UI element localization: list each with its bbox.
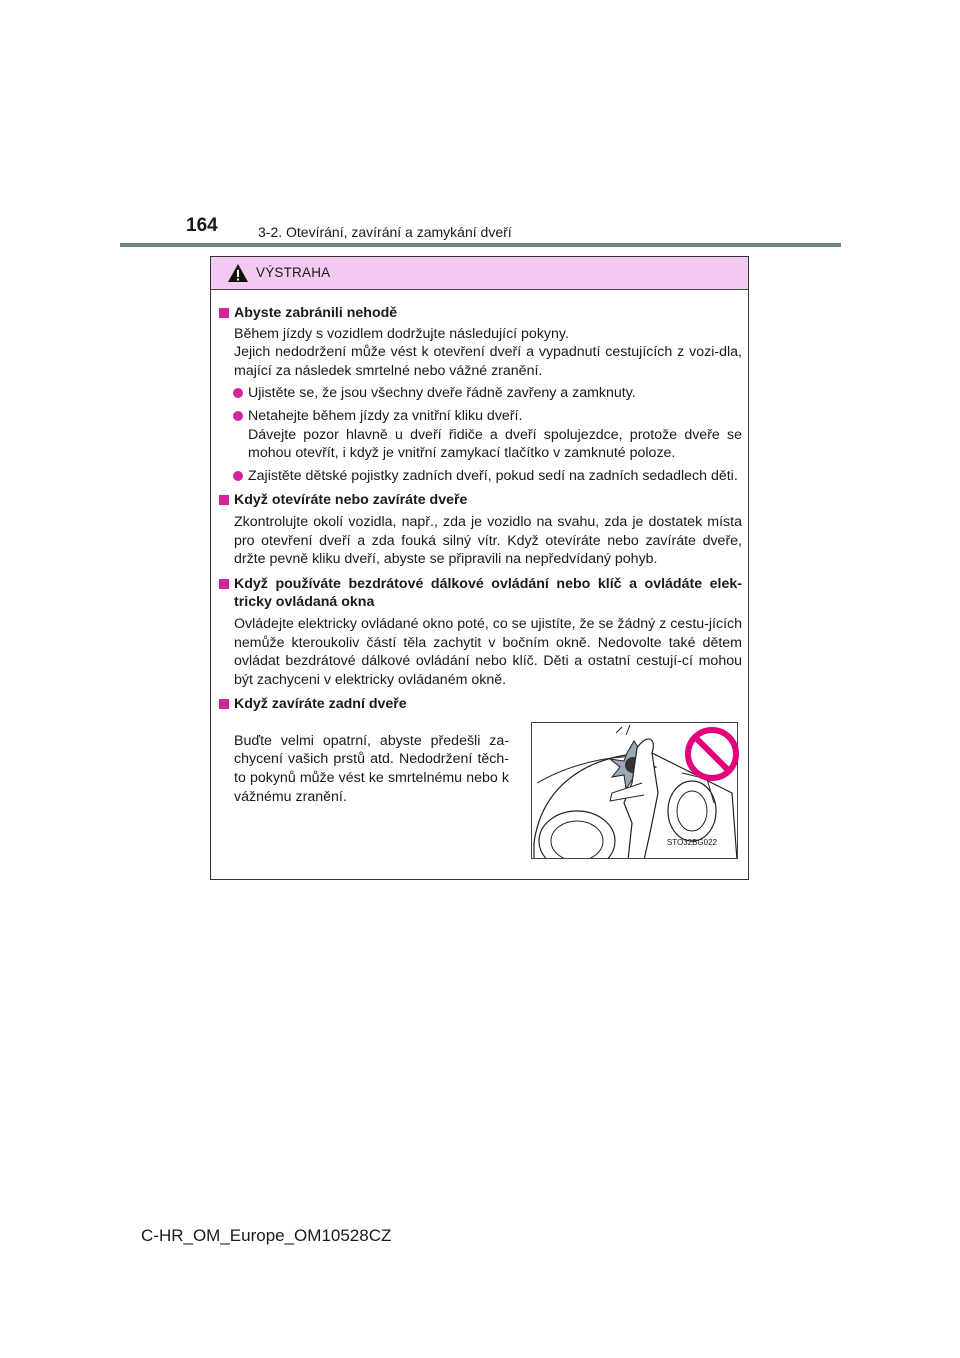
section-title: 3-2. Otevírání, zavírání a zamykání dveří <box>258 224 512 240</box>
bullet-item <box>218 407 742 463</box>
heading-text: Abyste zabránili nehodě <box>234 305 398 321</box>
paragraph: Během jízdy s vozidlem dodržujte následující pokyny. <box>234 325 569 342</box>
square-bullet-icon <box>219 308 229 318</box>
square-bullet-icon <box>219 495 229 505</box>
paragraph: Zkontrolujte okolí vozidla, např., zda je vozidlo na svahu, zda je dostatek místa pro otevření dveří a zda fouká silný vítr. Když otevíráte nebo zavíráte dveře, držte pevně kliku dveří, abyste se připravili na nepředvídaný pohyb. <box>234 513 742 568</box>
warning-title: VÝSTRAHA <box>256 265 331 280</box>
warning-header <box>211 257 748 290</box>
bullet-text: Ujistěte se, že jsou všechny dveře řádně zavřeny a zamknuty. <box>248 385 636 402</box>
round-bullet-icon <box>233 388 243 398</box>
round-bullet-icon <box>233 411 243 421</box>
round-bullet-icon <box>233 471 243 481</box>
bullet-text: Zajistěte dětské pojistky zadních dveří, pokud sedí na zadních sedadlech děti. <box>248 467 738 484</box>
square-bullet-icon <box>219 699 229 709</box>
footer-doc-id: C-HR_OM_Europe_OM10528CZ <box>141 1226 392 1245</box>
heading-text: Když používáte bezdrátové dálkové ovládání nebo klíč a ovládáte elek-tricky ovládaná okna <box>234 575 742 611</box>
warning-content <box>211 290 748 848</box>
heading-closing-rear-door <box>218 695 742 714</box>
warning-triangle-icon <box>227 263 249 283</box>
prohibited-icon <box>682 724 742 784</box>
heading-text: Když zavíráte zadní dveře <box>234 696 407 713</box>
header-rule <box>120 243 841 247</box>
bullet-item <box>218 467 742 486</box>
bullet-item <box>218 384 742 403</box>
heading-text: Když otevíráte nebo zavíráte dveře <box>234 492 468 509</box>
page-number: 164 <box>186 215 218 236</box>
square-bullet-icon <box>219 579 229 589</box>
heading-opening-closing-doors <box>218 491 742 510</box>
bullet-text: Netahejte během jízdy za vnitřní kliku dveří. <box>248 407 523 424</box>
bullet-text: Dávejte pozor hlavně u dveří řidiče a dveří spolujezdce, protože dveře se mohou otevřít, i když je vnitřní zamykací tlačítko v zamknuté poloze. <box>248 426 742 462</box>
warning-box <box>210 256 749 880</box>
heading-prevent-accident <box>218 304 742 323</box>
paragraph: Buďte velmi opatrní, abyste předešli za-chycení vašich prstů atd. Nedodržení těch-to pokynů může vést ke smrtelnému nebo k vážnému zranění. <box>234 732 509 805</box>
paragraph: Jejich nedodržení může vést k otevření dveří a vypadnutí cestujících z vozi-dla, mající za následek smrtelné nebo vážné zranění. <box>234 344 742 379</box>
heading-remote-windows <box>218 575 742 612</box>
figure-code: STO32BG022 <box>666 838 717 848</box>
paragraph: Ovládejte elektricky ovládané okno poté, co se ujistíte, že se žádný z cestu-jících nemůže kteroukoliv částí těla zachytit v bočním okně. Nedovolte také dětem ovládat bezdrátové dálkové ovládání nebo klíč. Děti a ostatní cestují-cí mohou být zachyceni v elektricky ovládaném okně. <box>234 615 742 688</box>
